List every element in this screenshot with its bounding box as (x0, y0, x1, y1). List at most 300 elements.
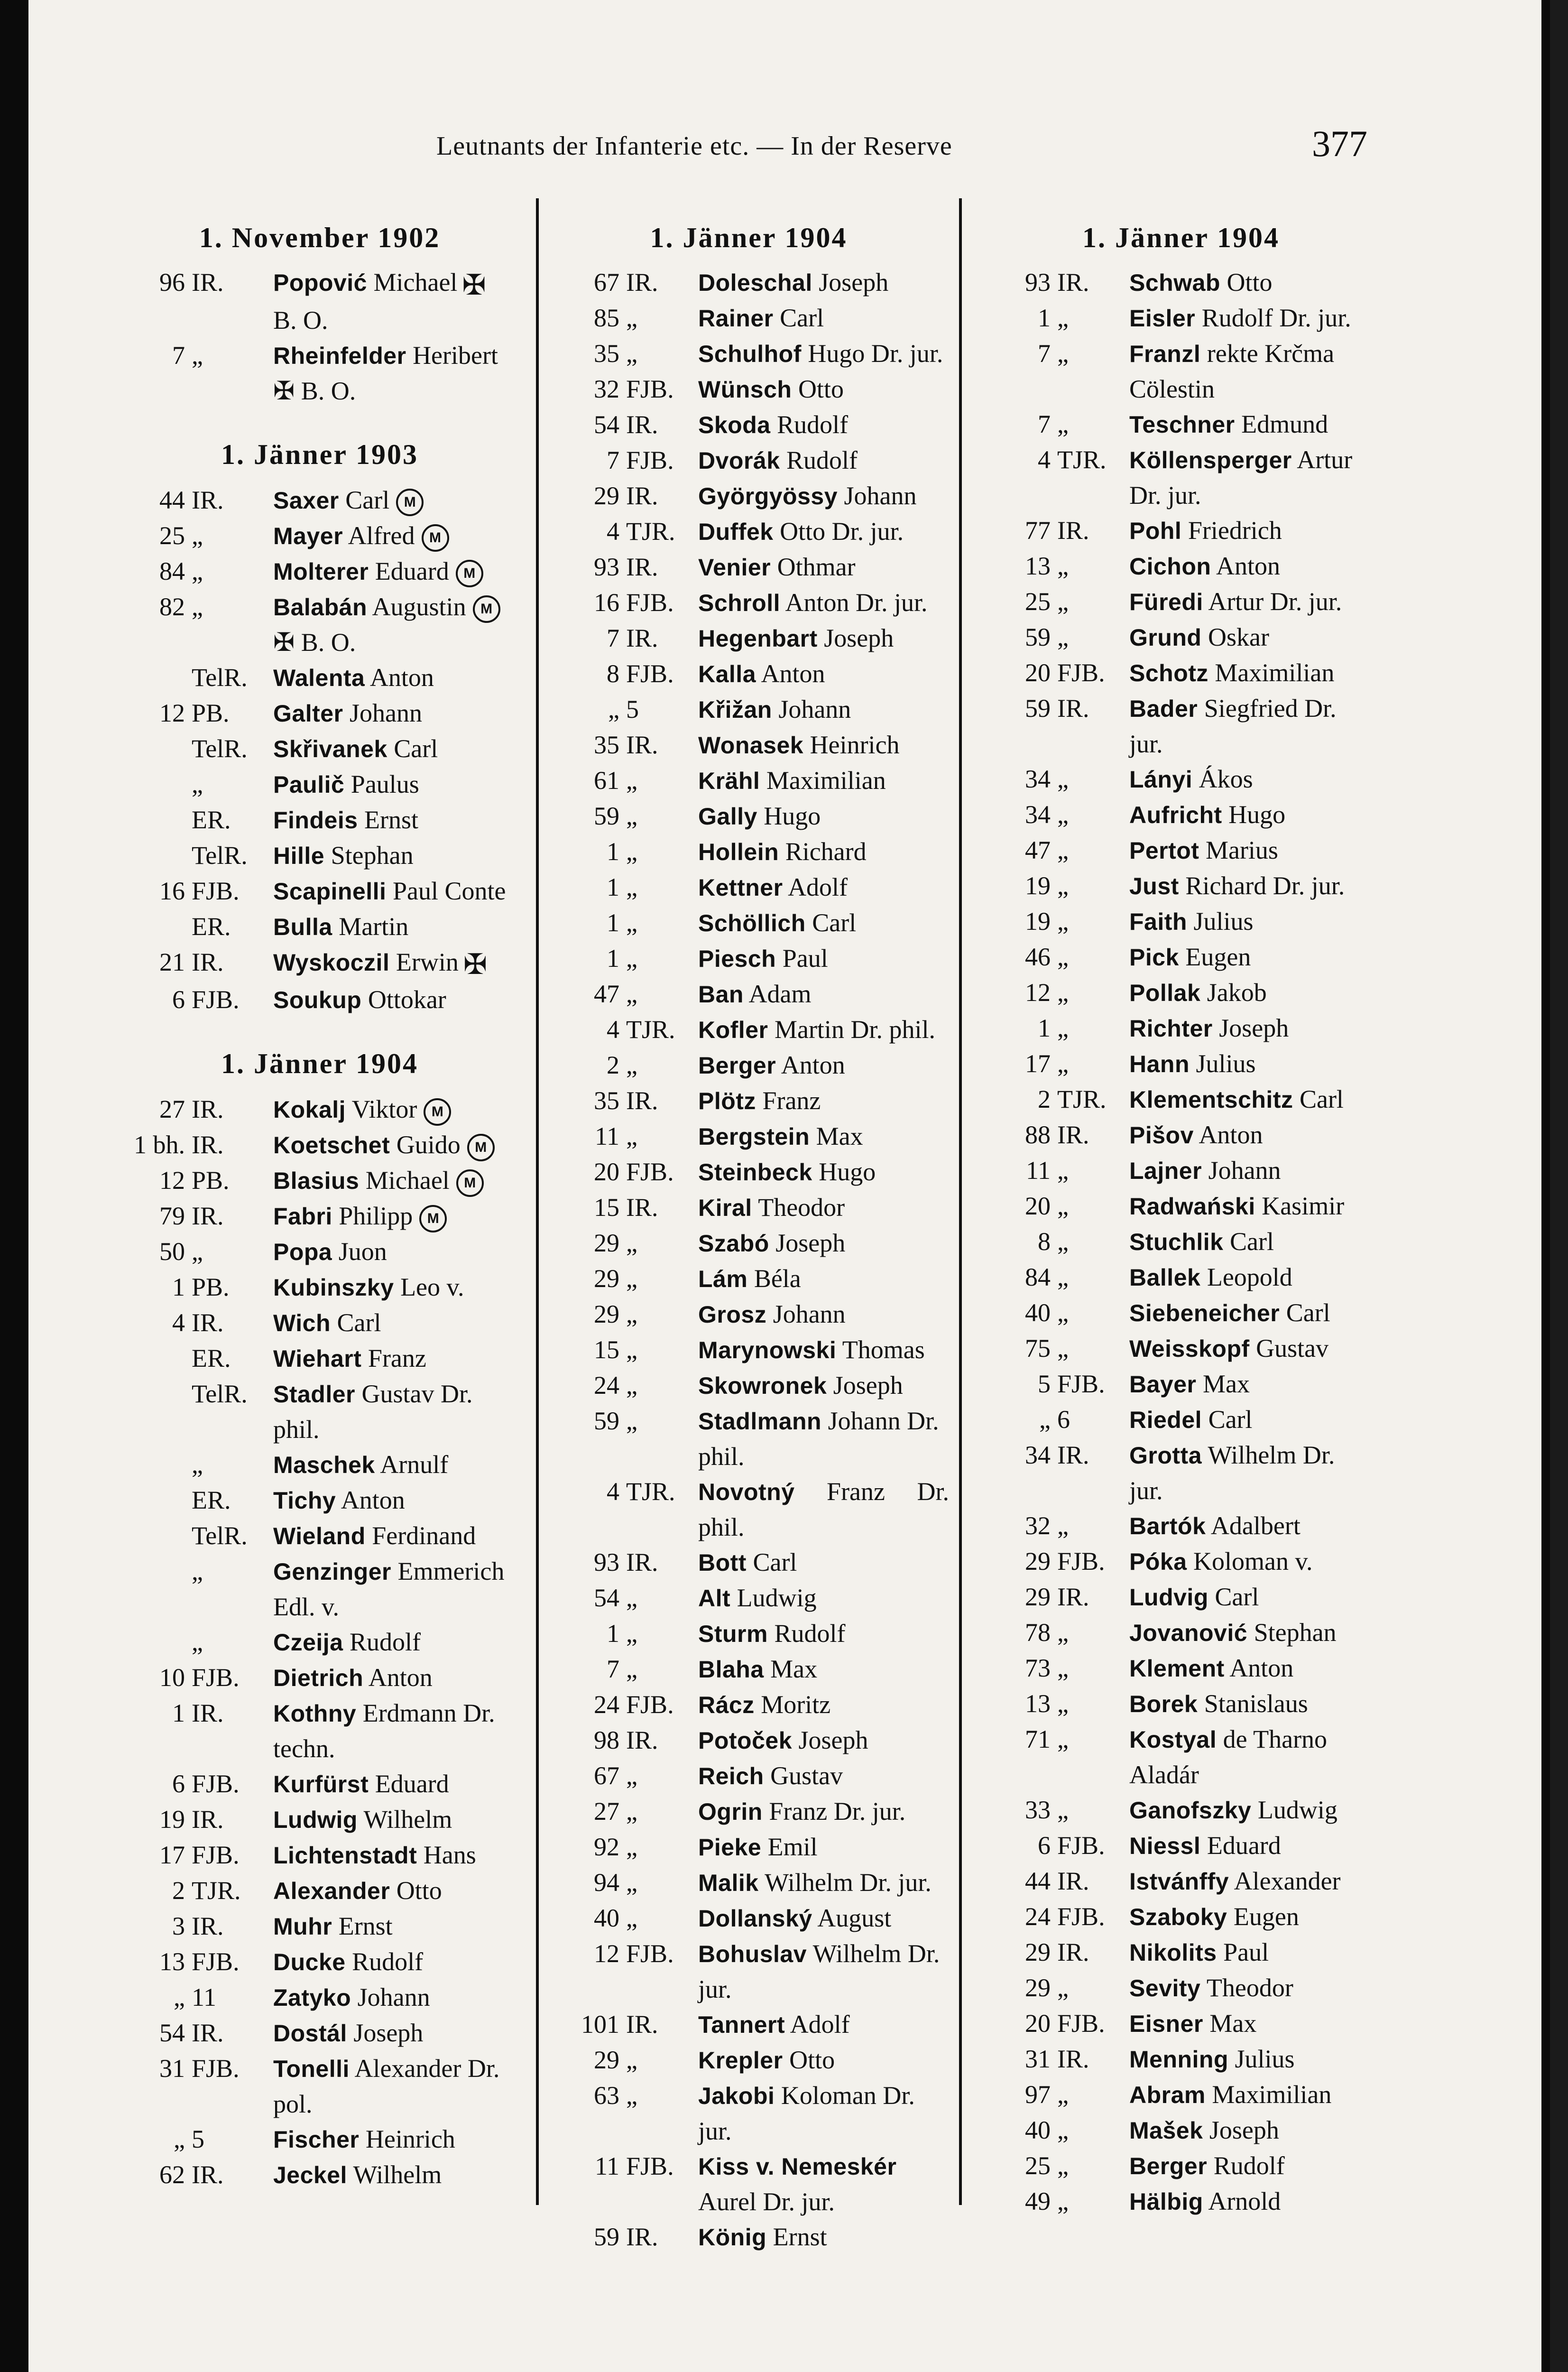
unit-type: IR. (1057, 694, 1089, 723)
unit-number: 1 (1038, 1014, 1051, 1042)
unit-designation (114, 982, 263, 1018)
name-continuation: phil. (698, 1442, 745, 1471)
unit-number: „ (174, 1983, 185, 2012)
given-name: Wilhelm Dr. (1208, 1441, 1335, 1469)
unit-number: 24 (594, 1690, 619, 1719)
unit-type: FJB. (192, 1947, 240, 1976)
unit-number: 94 (594, 1868, 619, 1897)
officer-name (688, 941, 949, 976)
surname: Dollanský (698, 1905, 812, 1932)
given-name: Rudolf (786, 446, 858, 474)
section-heading: 1. Jänner 1903 (221, 438, 418, 470)
given-name: Viktor (351, 1095, 417, 1124)
unit-type: „ (1057, 1192, 1069, 1220)
unit-designation (972, 939, 1119, 975)
officer-entry (114, 1944, 526, 1980)
unit-designation (114, 1624, 263, 1660)
given-name: Alexander (1234, 1867, 1341, 1895)
officer-name (263, 1092, 526, 1127)
officer-entry (972, 1650, 1390, 1686)
unit-designation (972, 975, 1119, 1010)
unit-number: 29 (594, 1229, 619, 1257)
officer-entry (972, 1686, 1390, 1722)
officer-name (688, 1794, 949, 1829)
unit-designation (548, 443, 688, 478)
officer-name (688, 834, 949, 870)
given-name: Ernst (773, 2223, 827, 2251)
given-name: Heribert (413, 341, 498, 370)
surname: Füredi (1129, 589, 1203, 615)
officer-name (688, 1119, 949, 1154)
surname: Richter (1129, 1015, 1213, 1042)
unit-type: „ (626, 1300, 637, 1328)
given-name: Franz Dr. phil. (698, 1477, 950, 1541)
decoration-medal-icon: M (424, 1098, 451, 1126)
unit-designation (548, 549, 688, 585)
surname: Pertot (1129, 837, 1199, 864)
officer-entry (972, 2041, 1390, 2077)
officer-entry (114, 873, 526, 909)
officer-entry (114, 1376, 526, 1447)
given-name: Rudolf (777, 410, 849, 439)
surname: Kiss v. Nemeskér (698, 2153, 897, 2180)
unit-type: „ (1057, 1511, 1069, 1540)
name-continuation: techn. (273, 1734, 335, 1763)
unit-designation (972, 336, 1119, 407)
given-name: Otto Dr. jur. (780, 517, 904, 546)
unit-type: „ (1057, 2187, 1069, 2215)
unit-designation (972, 1899, 1119, 1935)
officer-name (1119, 691, 1390, 761)
officer-name (1119, 442, 1390, 513)
officer-name (1119, 1260, 1390, 1295)
given-name: Richard Dr. jur. (1185, 871, 1345, 900)
surname: Kothny (273, 1700, 357, 1727)
unit-type: FJB. (1057, 1831, 1105, 1860)
officer-entry (972, 1792, 1390, 1828)
surname: Novotný (698, 1479, 795, 1505)
officer-name (688, 371, 949, 407)
surname: Walenta (273, 664, 365, 691)
unit-type: „ (1057, 1618, 1069, 1647)
unit-type: „ (1057, 907, 1069, 936)
unit-designation (548, 1225, 688, 1261)
officer-entry (114, 1554, 526, 1624)
unit-designation (548, 1616, 688, 1651)
officer-name (688, 763, 949, 798)
unit-type: IR. (192, 2160, 224, 2189)
section-heading: 1. Jänner 1904 (1082, 222, 1280, 253)
surname: Malik (698, 1870, 759, 1896)
unit-designation (972, 691, 1119, 761)
unit-number: 17 (1025, 1049, 1051, 1078)
name-continuation: jur. (1129, 1476, 1163, 1505)
unit-type: „ (626, 1051, 637, 1079)
officer-entry (114, 1660, 526, 1696)
officer-entry (972, 1544, 1390, 1579)
given-name: Wilhelm Dr. jur. (765, 1868, 932, 1897)
surname: Stuchlik (1129, 1229, 1224, 1255)
unit-number: 32 (1025, 1511, 1051, 1540)
unit-type: IR. (192, 1095, 224, 1124)
surname: Grotta (1129, 1442, 1202, 1469)
surname: Ludvig (1129, 1584, 1208, 1611)
unit-type: FJB. (626, 588, 674, 617)
unit-type: TJR. (1057, 445, 1107, 474)
officer-name (688, 1083, 949, 1119)
officer-name (1119, 1828, 1390, 1863)
surname: Ganofszky (1129, 1797, 1252, 1824)
unit-designation (548, 265, 688, 300)
given-name: Eugen (1185, 943, 1251, 971)
surname: Kokalj (273, 1096, 346, 1123)
unit-type: „ (626, 1122, 637, 1150)
officer-entry (114, 1163, 526, 1198)
officer-entry (548, 478, 949, 514)
unit-designation (972, 1544, 1119, 1579)
unit-designation (972, 1366, 1119, 1402)
surname: Hann (1129, 1051, 1190, 1077)
unit-designation (548, 1545, 688, 1580)
unit-number: 7 (1038, 339, 1051, 368)
given-name: Wilhelm (363, 1805, 452, 1834)
unit-number: 35 (594, 731, 619, 759)
given-name: Emil (767, 1833, 818, 1861)
given-name: Adolf (790, 2010, 850, 2038)
unit-designation (114, 1660, 263, 1696)
unit-type: IR. (626, 482, 658, 510)
officer-entry (114, 1447, 526, 1482)
officer-name (1119, 1579, 1390, 1615)
surname: Bott (698, 1549, 747, 1576)
surname: Scapinelli (273, 878, 387, 905)
unit-type: „ (1057, 1263, 1069, 1291)
unit-type: 6 (1057, 1405, 1070, 1434)
unit-designation (114, 1127, 263, 1163)
given-name: Hans (423, 1841, 476, 1870)
surname: Genzinger (273, 1558, 391, 1585)
given-name: Erwin (396, 947, 459, 976)
unit-designation (548, 1651, 688, 1687)
given-name: Ferdinand (372, 1521, 476, 1550)
given-name: Maximilian (1212, 2080, 1332, 2109)
unit-type: IR. (192, 1805, 224, 1834)
surname: Mašek (1129, 2117, 1203, 2144)
unit-designation (114, 518, 263, 554)
unit-number: 7 (1038, 410, 1051, 438)
name-continuation: jur. (698, 1975, 732, 2003)
officer-entry (548, 1297, 949, 1332)
officer-entry (114, 1234, 526, 1269)
unit-number: 1 (607, 908, 619, 937)
given-name: Artur Dr. jur. (1208, 587, 1342, 616)
given-name: Arnulf (380, 1450, 449, 1479)
unit-designation (114, 731, 263, 767)
given-name: Carl (753, 1548, 797, 1576)
officer-name (688, 1225, 949, 1261)
officer-entry (972, 1153, 1390, 1188)
unit-designation (114, 1234, 263, 1269)
unit-type: FJB. (626, 1939, 674, 1968)
unit-designation (548, 870, 688, 905)
unit-designation (114, 1518, 263, 1554)
officer-entry (548, 1332, 949, 1368)
officer-name (263, 2015, 526, 2051)
officer-name (688, 2149, 949, 2219)
officer-entry (548, 443, 949, 478)
officer-entry (114, 2015, 526, 2051)
unit-number: 6 (172, 1770, 185, 1798)
given-name: Anton (781, 1051, 845, 1079)
officer-entry (548, 1616, 949, 1651)
unit-type: FJB. (626, 1690, 674, 1719)
given-name: Carl (337, 1308, 381, 1337)
unit-type: „ (192, 769, 203, 798)
officer-entry (114, 1518, 526, 1554)
name-continuation: phil. (273, 1415, 320, 1444)
given-name: Carl (1286, 1298, 1330, 1327)
given-name: Hugo (819, 1158, 876, 1186)
officer-name (263, 1696, 526, 1766)
given-name: Koloman Dr. (781, 2081, 915, 2110)
given-name: Maximilian (766, 766, 886, 795)
given-name: Theodor (1206, 1974, 1293, 2002)
officer-entry (548, 1261, 949, 1297)
unit-designation (548, 1047, 688, 1083)
officer-entry (548, 1225, 949, 1261)
unit-type: IR. (192, 485, 224, 514)
officer-name (1119, 1366, 1390, 1402)
unit-number: 7 (172, 341, 185, 370)
officer-name (263, 2051, 526, 2122)
officer-name (1119, 1899, 1390, 1935)
unit-type: 11 (192, 1983, 216, 2012)
unit-designation (548, 1794, 688, 1829)
officer-entry (114, 695, 526, 731)
unit-designation (548, 656, 688, 692)
officer-name (688, 2078, 949, 2149)
unit-number: 73 (1025, 1654, 1051, 1682)
officer-entry (972, 1188, 1390, 1224)
unit-designation (972, 1863, 1119, 1899)
unit-type: FJB. (626, 375, 674, 403)
officer-entry (548, 1047, 949, 1083)
officer-entry (114, 1341, 526, 1376)
unit-number: 59 (594, 2223, 619, 2251)
given-name: Stephan (331, 841, 414, 870)
officer-name (1119, 1935, 1390, 1970)
surname: Schroll (698, 590, 780, 616)
unit-designation (972, 1260, 1119, 1295)
unit-type: „ (1057, 1796, 1069, 1824)
officer-entry (548, 870, 949, 905)
unit-number: 67 (594, 268, 619, 296)
officer-name (1119, 265, 1390, 300)
unit-number: 7 (607, 624, 619, 652)
officer-name (1119, 1863, 1390, 1899)
officer-entry (972, 1899, 1390, 1935)
officer-name (688, 585, 949, 621)
unit-designation (114, 1802, 263, 1837)
unit-type: „ (626, 2046, 637, 2074)
officer-entry (548, 1651, 949, 1687)
scan-edge (1550, 0, 1568, 2372)
unit-number: 54 (594, 1584, 619, 1612)
unit-designation (972, 1437, 1119, 1508)
officer-name (263, 1837, 526, 1873)
officer-name (263, 1234, 526, 1269)
officer-entry (114, 802, 526, 838)
unit-type: IR. (626, 1193, 658, 1222)
name-continuation: Aurel Dr. jur. (698, 2187, 835, 2216)
given-name: Anton (368, 1663, 433, 1692)
officer-name (1119, 1010, 1390, 1046)
unit-designation (972, 1331, 1119, 1366)
unit-number: 7 (607, 1655, 619, 1683)
given-name: Franz (368, 1344, 426, 1373)
given-name: Jakob (1207, 978, 1267, 1007)
unit-type: „ (1057, 1974, 1069, 2002)
unit-designation (972, 2077, 1119, 2113)
unit-designation (972, 548, 1119, 584)
column-divider (536, 198, 539, 2205)
unit-type: ER. (192, 1486, 231, 1515)
unit-designation (548, 1190, 688, 1225)
surname: Hälbig (1129, 2188, 1203, 2215)
unit-number: 49 (1025, 2187, 1051, 2215)
unit-designation (548, 1687, 688, 1723)
unit-number: „ (1039, 1405, 1051, 1434)
surname: Grosz (698, 1301, 767, 1328)
unit-type: „ (626, 1619, 637, 1648)
officer-entry (972, 1615, 1390, 1650)
surname: Pieke (698, 1834, 762, 1861)
unit-type: ER. (192, 805, 231, 834)
unit-type: TJR. (1057, 1085, 1107, 1113)
surname: Bader (1129, 695, 1198, 722)
officer-entry (972, 336, 1390, 407)
surname: Muhr (273, 1913, 332, 1940)
given-name: Joseph (1209, 2116, 1279, 2144)
book-page (28, 0, 1541, 2372)
unit-type: IR. (626, 2010, 658, 2038)
surname: Ducke (273, 1949, 346, 1976)
unit-number: 29 (594, 1264, 619, 1293)
unit-type: FJB. (192, 1841, 240, 1870)
unit-number: 29 (1025, 1938, 1051, 1966)
officer-entry (972, 1010, 1390, 1046)
officer-entry (548, 1687, 949, 1723)
unit-designation (548, 1936, 688, 2007)
officer-name (263, 873, 526, 909)
unit-designation (972, 1792, 1119, 1828)
surname: Ban (698, 981, 744, 1008)
unit-number: 29 (1025, 1547, 1051, 1575)
unit-designation (548, 976, 688, 1012)
unit-type: IR. (626, 268, 658, 296)
officer-entry (114, 2122, 526, 2157)
unit-designation (972, 1046, 1119, 1082)
unit-number: 8 (1038, 1227, 1051, 1256)
given-name: Max (816, 1122, 863, 1150)
given-name: Rudolf (774, 1619, 846, 1648)
unit-type: „ (192, 592, 203, 621)
unit-number: 61 (594, 766, 619, 795)
unit-designation (114, 945, 263, 982)
officer-name (263, 518, 526, 554)
surname: Teschner (1129, 411, 1235, 438)
unit-number: 13 (159, 1947, 185, 1976)
given-name: Stanislaus (1204, 1689, 1308, 1718)
surname: Jovanović (1129, 1620, 1248, 1646)
officer-name (263, 2122, 526, 2157)
officer-entry (114, 518, 526, 554)
given-name: Paul (1223, 1938, 1269, 1966)
surname: Lányi (1129, 766, 1193, 793)
given-name: Julius (1235, 2045, 1295, 2073)
officer-entry (548, 2042, 949, 2078)
unit-designation (548, 2149, 688, 2219)
given-name: Joseph (819, 268, 889, 296)
unit-number: 97 (1025, 2080, 1051, 2109)
unit-number: „ (608, 695, 619, 723)
unit-type: FJB. (192, 2054, 240, 2083)
surname: Mayer (273, 522, 343, 549)
officer-name (263, 1554, 526, 1624)
unit-number: 40 (594, 1904, 619, 1932)
officer-entry (972, 300, 1390, 336)
given-name: Carl (1229, 1227, 1274, 1256)
unit-type: IR. (192, 1308, 224, 1337)
unit-designation (548, 621, 688, 656)
unit-designation (114, 1341, 263, 1376)
officer-entry (972, 2184, 1390, 2219)
surname: Jeckel (273, 2162, 347, 2189)
unit-number: 78 (1025, 1618, 1051, 1647)
unit-number: 93 (594, 553, 619, 581)
unit-type: „ (192, 1557, 203, 1586)
given-name: Heinrich (365, 2125, 455, 2154)
surname: Köllensperger (1129, 447, 1292, 473)
unit-number: 24 (594, 1371, 619, 1399)
officer-name (1119, 1402, 1390, 1437)
officer-name (263, 338, 526, 408)
surname: Abram (1129, 2082, 1206, 2108)
unit-type: „ (626, 1229, 637, 1257)
unit-designation (972, 1295, 1119, 1331)
surname: Grund (1129, 624, 1202, 651)
unit-type: IR. (192, 947, 224, 976)
officer-name (263, 1980, 526, 2015)
surname: Krepler (698, 2047, 783, 2074)
unit-number: 25 (1025, 2151, 1051, 2180)
officer-entry (548, 763, 949, 798)
given-name: Johann (357, 1983, 430, 2012)
given-name: Kasimir (1262, 1192, 1345, 1220)
unit-designation (548, 371, 688, 407)
unit-type: „ (1057, 1298, 1069, 1327)
officer-name (263, 660, 526, 695)
unit-number: 34 (1025, 1441, 1051, 1469)
surname: Schöllich (698, 910, 806, 936)
given-name: Carl (812, 908, 857, 937)
unit-number: 3 (172, 1912, 185, 1941)
unit-type: TJR. (626, 1015, 675, 1044)
officer-name (688, 1865, 949, 1900)
given-name: Paul (782, 944, 828, 973)
surname: Findeis (273, 806, 358, 834)
unit-number: 4 (607, 1015, 619, 1044)
